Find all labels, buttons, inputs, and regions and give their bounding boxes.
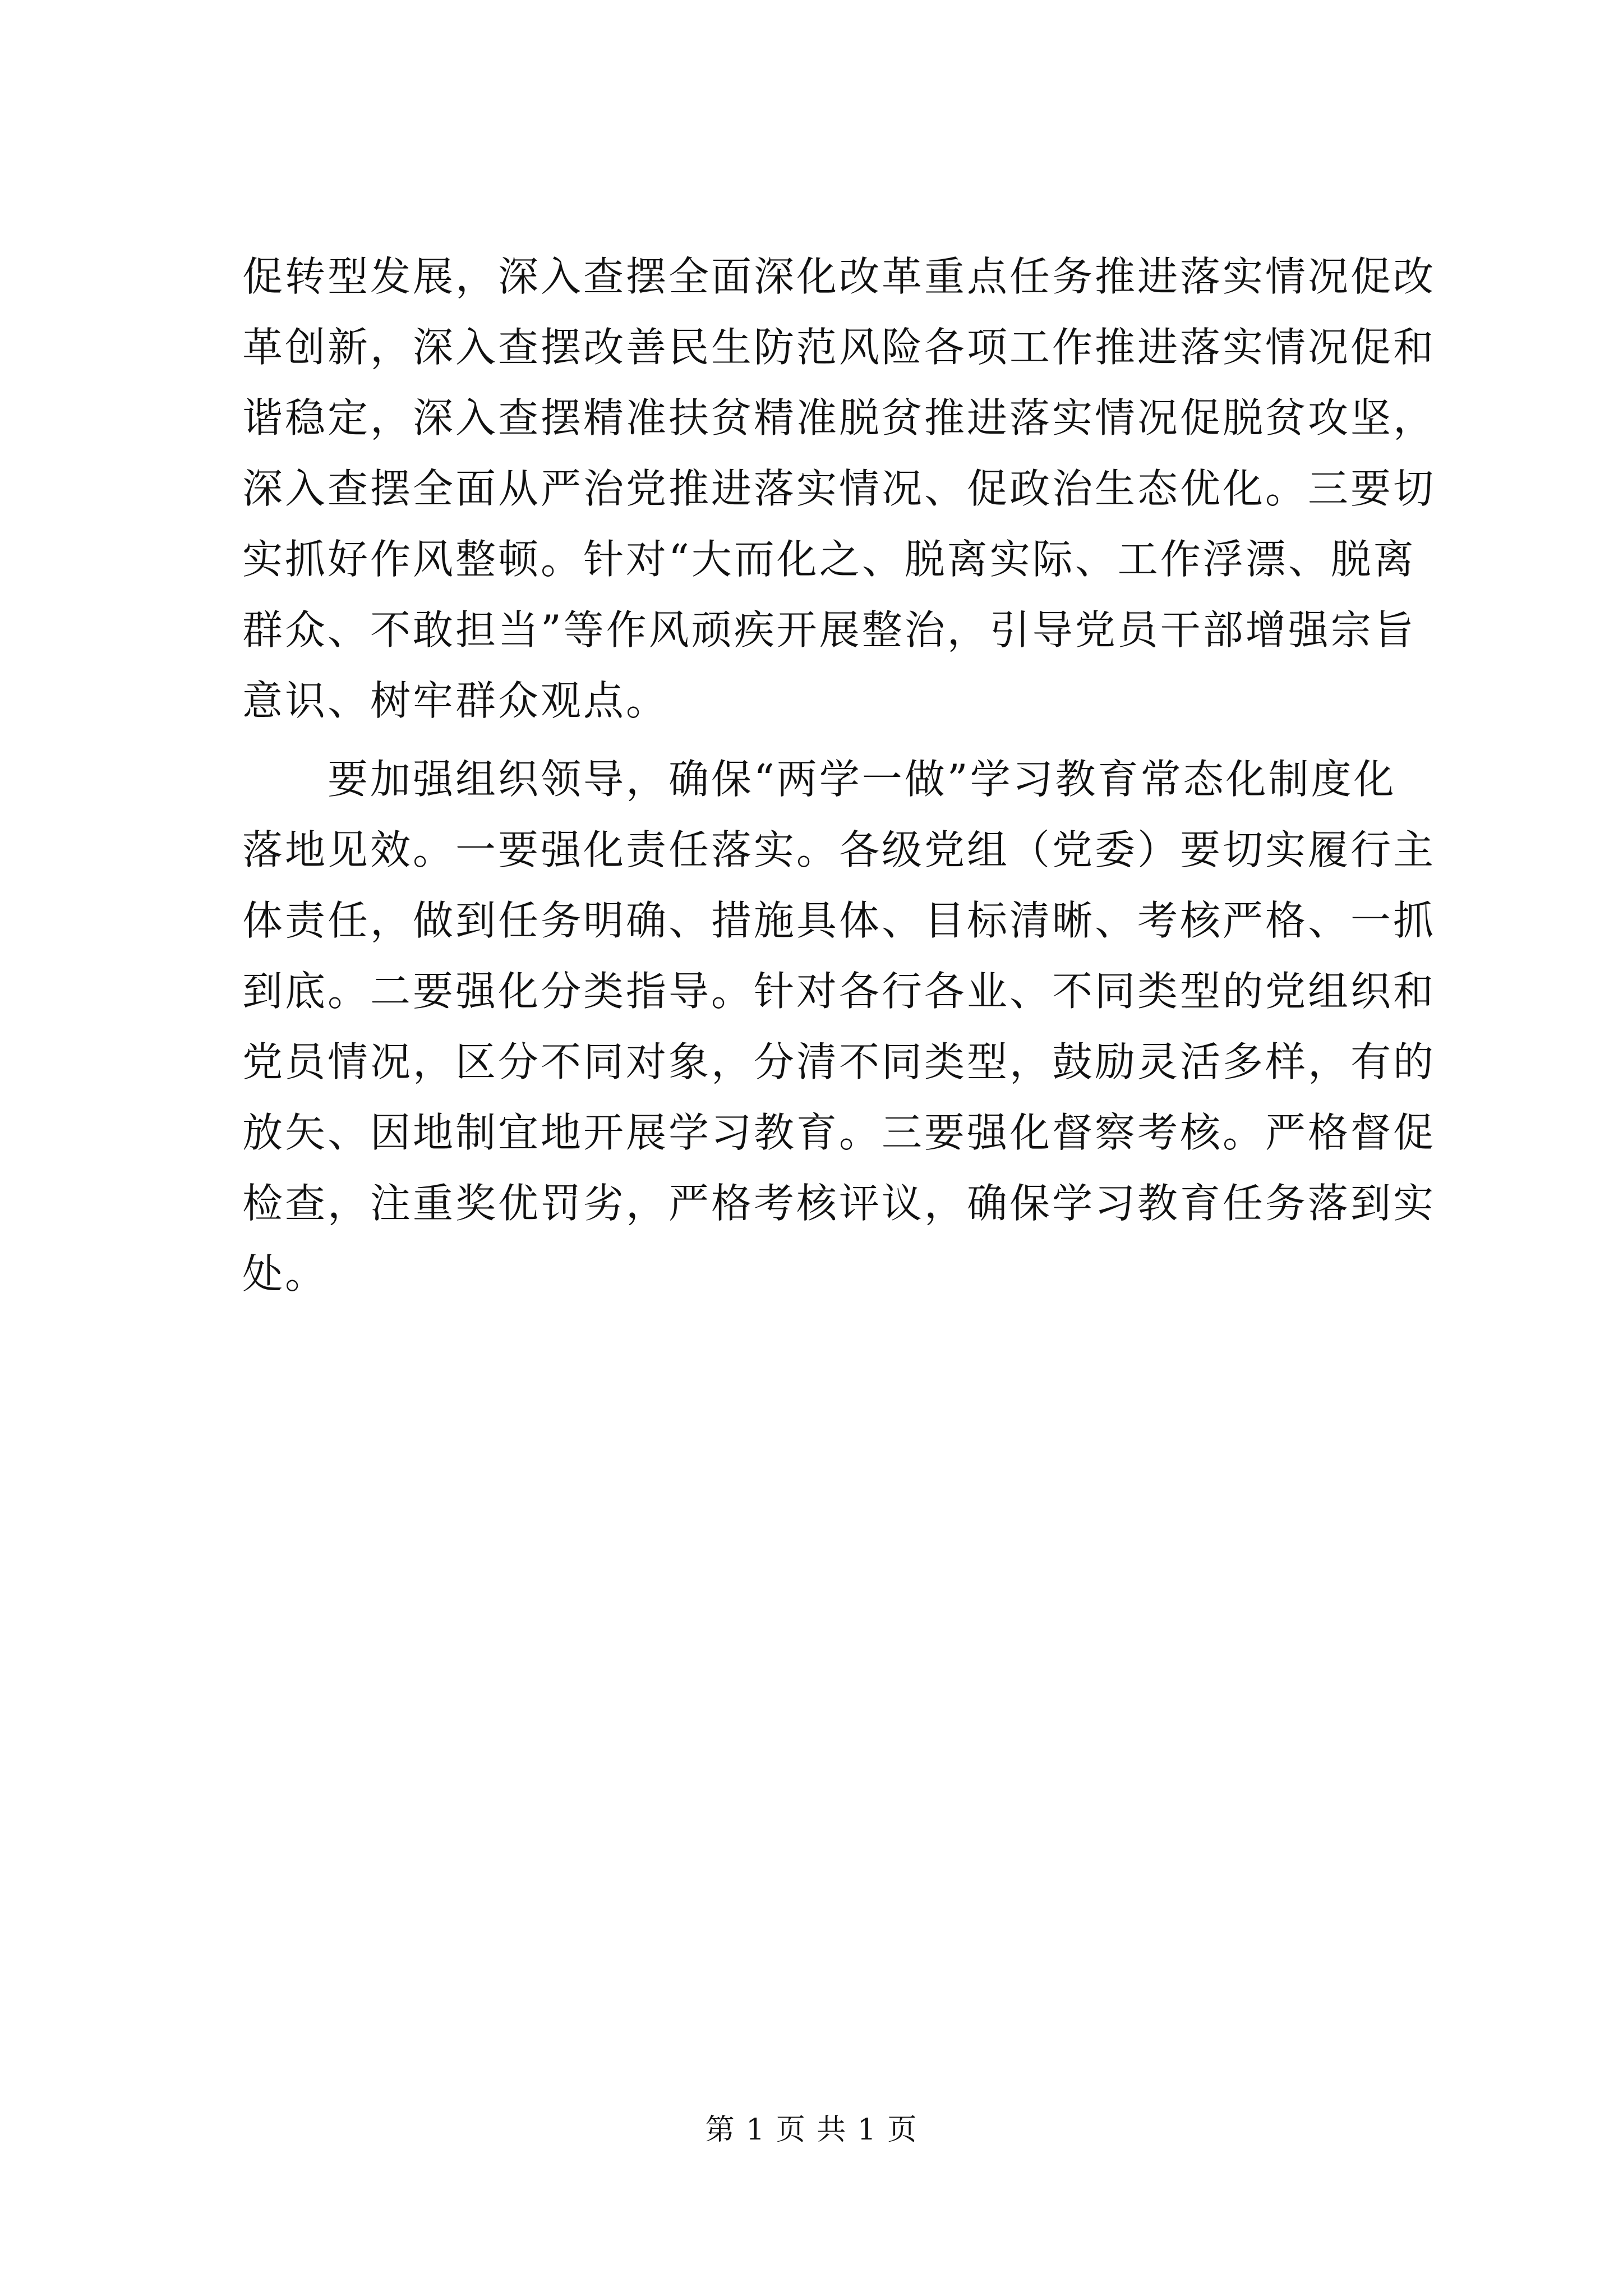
text-line: 处。: [242, 1250, 328, 1297]
document-body: [242, 241, 1454, 1309]
text-line: 意识、树牢群众观点。: [242, 677, 669, 724]
text-line: 放矢、因地制宜地开展学习教育。三要强化督察考核。严格督促: [242, 1109, 1436, 1156]
text-line: 群众、不敢担当”等作风顽疾开展整治，引导党员干部增强宗旨: [242, 606, 1416, 654]
text-line: 深入查摆全面从严治党推进落实情况、促政治生态优化。三要切: [242, 465, 1436, 512]
text-line: 到底。二要强化分类指导。针对各行各业、不同类型的党组织和: [242, 968, 1436, 1015]
text-line: 要加强组织领导，确保“两学一做”学习教育常态化制度化: [242, 756, 1396, 803]
text-line: 实抓好作风整顿。针对“大而化之、脱离实际、工作浮漂、脱离: [242, 536, 1416, 583]
text-line: 谐稳定，深入查摆精准扶贫精准脱贫推进落实情况促脱贫攻坚，: [242, 394, 1436, 441]
paragraph-2: [242, 744, 1454, 1309]
text-line: 促转型发展，深入查摆全面深化改革重点任务推进落实情况促改: [242, 253, 1436, 300]
text-line: 革创新，深入查摆改善民生防范风险各项工作推进落实情况促和: [242, 324, 1436, 371]
text-line: 落地见效。一要强化责任落实。各级党组（党委）要切实履行主: [242, 826, 1436, 873]
text-line: 体责任，做到任务明确、措施具体、目标清晰、考核严格、一抓: [242, 897, 1436, 944]
paragraph-1: [242, 241, 1454, 736]
text-line: 检查，注重奖优罚劣，严格考核评议，确保学习教育任务落到实: [242, 1180, 1436, 1227]
paragraph-spacer: [242, 736, 1454, 744]
text-line: 党员情况，区分不同对象，分清不同类型，鼓励灵活多样，有的: [242, 1038, 1436, 1085]
page-number-footer: 第 1 页 共 1 页: [705, 2113, 918, 2147]
